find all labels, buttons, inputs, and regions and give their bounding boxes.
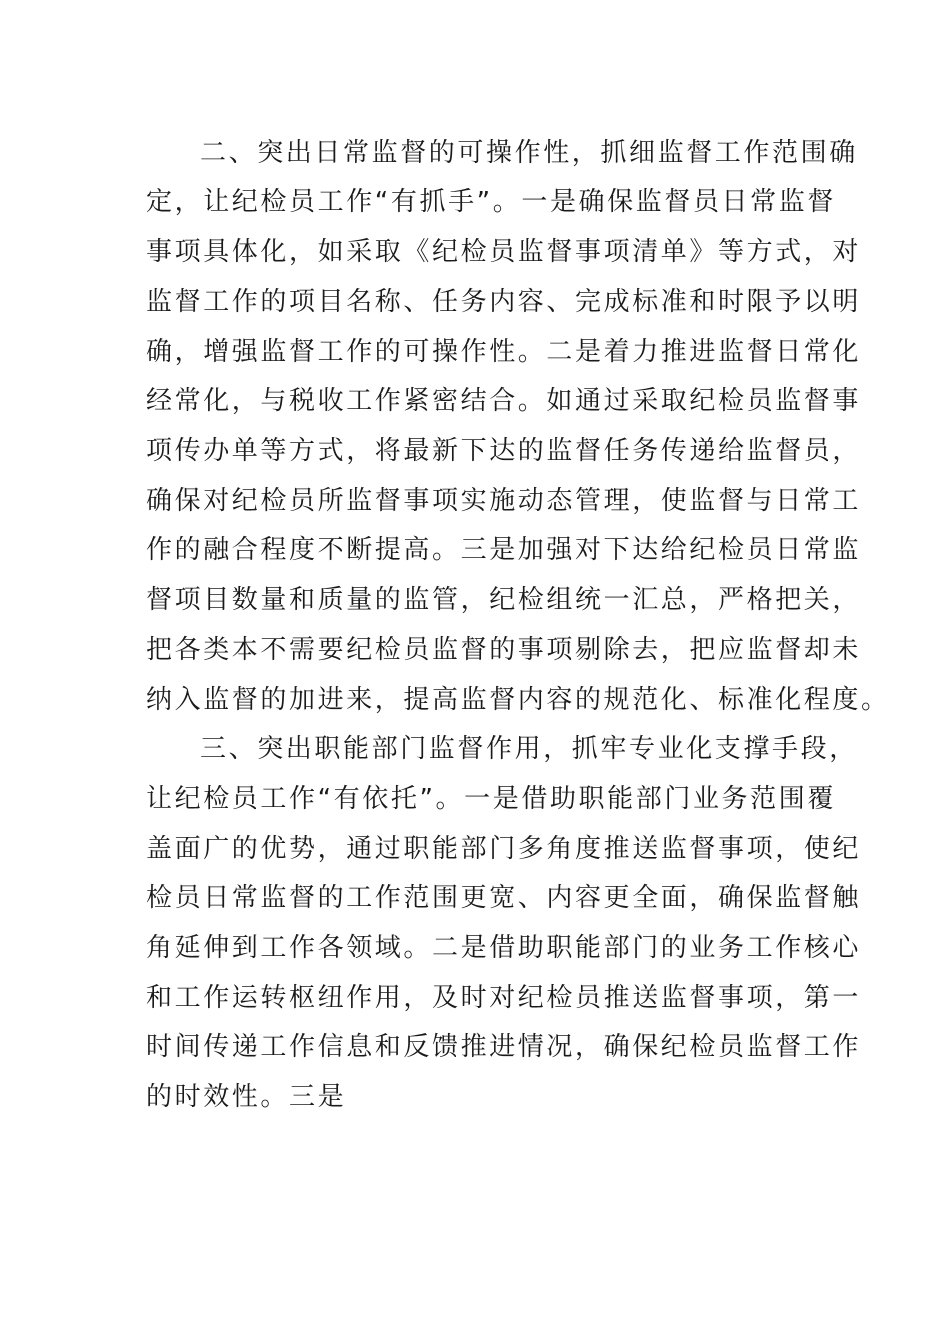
- paragraph-1-line-1: 二、突出日常监督的可操作性，抓细监督工作范围确: [200, 138, 858, 168]
- paragraph-1-line-10: 督项目数量和质量的监管，纪检组统一汇总，严格把关，: [146, 585, 862, 615]
- paragraph-1-line-9: 作的融合程度不断提高。三是加强对下达给纪检员日常监: [146, 535, 862, 565]
- paragraph-1-line-12: 纳入监督的加进来，提高监督内容的规范化、标准化程度。: [146, 685, 890, 715]
- paragraph-2-line-3: 盖面广的优势，通过职能部门多角度推送监督事项，使纪: [146, 834, 862, 864]
- paragraph-2-line-6: 和工作运转枢纽作用，及时对纪检员推送监督事项，第一: [146, 983, 862, 1013]
- paragraph-2-line-8: 的时效性。三是: [146, 1082, 347, 1112]
- paragraph-1-line-11: 把各类本不需要纪检员监督的事项剔除去，把应监督却未: [146, 635, 862, 665]
- paragraph-1-line-5: 确，增强监督工作的可操作性。二是着力推进监督日常化: [146, 337, 862, 367]
- paragraph-1-line-3: 事项具体化，如采取《纪检员监督事项清单》等方式，对: [146, 237, 862, 267]
- paragraph-1-line-6: 经常化，与税收工作紧密结合。如通过采取纪检员监督事: [146, 386, 862, 416]
- paragraph-2-line-4: 检员日常监督的工作范围更宽、内容更全面，确保监督触: [146, 883, 862, 913]
- paragraph-1-line-4: 监督工作的项目名称、任务内容、完成标准和时限予以明: [146, 287, 862, 317]
- paragraph-1-line-7: 项传办单等方式，将最新下达的监督任务传递给监督员，: [146, 436, 862, 466]
- paragraph-2-line-5: 角延伸到工作各领域。二是借助职能部门的业务工作核心: [146, 933, 862, 963]
- paragraph-2-line-1: 三、突出职能部门监督作用，抓牢专业化支撑手段，: [200, 734, 858, 764]
- paragraph-1-line-8: 确保对纪检员所监督事项实施动态管理，使监督与日常工: [146, 486, 862, 516]
- paragraph-2-line-7: 时间传递工作信息和反馈推进情况，确保纪检员监督工作: [146, 1032, 862, 1062]
- paragraph-2-line-2: 让纪检员工作“有依托”。一是借助职能部门业务范围覆: [146, 784, 836, 814]
- paragraph-1-line-2: 定，让纪检员工作“有抓手”。一是确保监督员日常监督: [146, 187, 836, 217]
